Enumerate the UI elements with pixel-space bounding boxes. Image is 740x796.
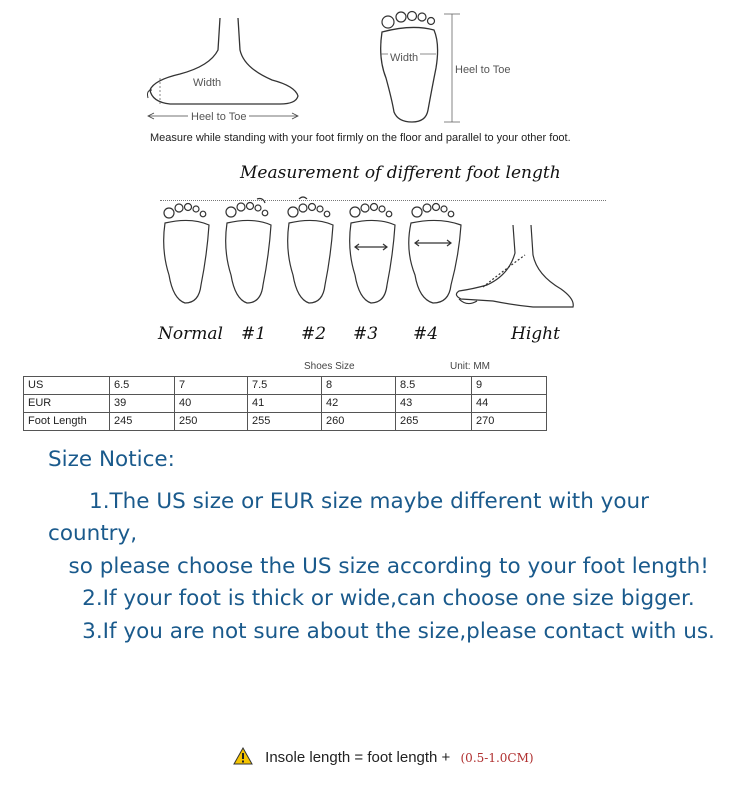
table-cell: 42	[322, 395, 396, 413]
notice-title: Size Notice:	[48, 447, 175, 472]
notice-line-1: 1.The US size or EUR size maybe different with your country,	[48, 488, 656, 546]
notice-line-2: so please choose the US size according to your foot length!	[48, 553, 709, 579]
table-cell: 265	[396, 413, 472, 431]
side-heel-to-toe-label: Heel to Toe	[188, 111, 249, 123]
table-cell: 255	[248, 413, 322, 431]
table-cell: 43	[396, 395, 472, 413]
high-arch-foot-icon	[456, 225, 573, 307]
table-row-foot-length	[24, 413, 547, 431]
caption-3: #3	[353, 324, 379, 344]
table-cell: 41	[248, 395, 322, 413]
table-cell: 250	[175, 413, 248, 431]
foot-2-icon	[288, 197, 333, 303]
size-chart-table	[23, 376, 547, 431]
table-row-us	[24, 377, 547, 395]
caption-1: #1	[241, 324, 267, 344]
sole-foot-diagram	[372, 8, 468, 128]
table-cell: 8	[322, 377, 396, 395]
normal-foot-icon	[164, 204, 209, 304]
table-cell: 270	[472, 413, 547, 431]
caption-hight: Hight	[511, 324, 560, 344]
row-label: EUR	[24, 395, 110, 413]
table-cell: 39	[110, 395, 175, 413]
shoes-size-label: Shoes Size	[304, 361, 355, 372]
unit-label: Unit: MM	[450, 361, 490, 372]
row-label: Foot Length	[24, 413, 110, 431]
table-cell: 245	[110, 413, 175, 431]
sole-width-label: Width	[390, 52, 419, 64]
notice-line-4: 3.If you are not sure about the size,please contact with us.	[48, 618, 715, 644]
foot-types-diagram	[155, 195, 595, 320]
table-cell: 7.5	[248, 377, 322, 395]
foot-3-icon	[350, 204, 395, 304]
table-cell: 6.5	[110, 377, 175, 395]
insole-text: Insole length = foot length +	[265, 749, 451, 766]
table-cell: 7	[175, 377, 248, 395]
caption-2: #2	[301, 324, 327, 344]
caption-4: #4	[413, 324, 439, 344]
table-cell: 9	[472, 377, 547, 395]
side-width-label: Width	[193, 77, 222, 89]
insole-tolerance: (0.5-1.0CM)	[460, 751, 534, 765]
foot-length-title: Measurement of different foot length	[240, 163, 561, 183]
table-cell: 44	[472, 395, 547, 413]
foot-4-icon	[409, 204, 461, 304]
table-cell: 8.5	[396, 377, 472, 395]
warning-triangle-icon	[233, 747, 253, 765]
size-notice	[48, 444, 728, 648]
sole-heel-to-toe-label: Heel to Toe	[455, 64, 511, 76]
measure-instruction: Measure while standing with your foot firmly on the floor and parallel to your other foot.	[150, 132, 571, 144]
table-row-eur	[24, 395, 547, 413]
table-cell: 40	[175, 395, 248, 413]
notice-line-3: 2.If your foot is thick or wide,can choose one size bigger.	[48, 586, 695, 611]
caption-normal: Normal	[158, 324, 223, 344]
insole-note	[233, 747, 534, 766]
row-label: US	[24, 377, 110, 395]
table-cell: 260	[322, 413, 396, 431]
foot-1-icon	[226, 199, 271, 304]
